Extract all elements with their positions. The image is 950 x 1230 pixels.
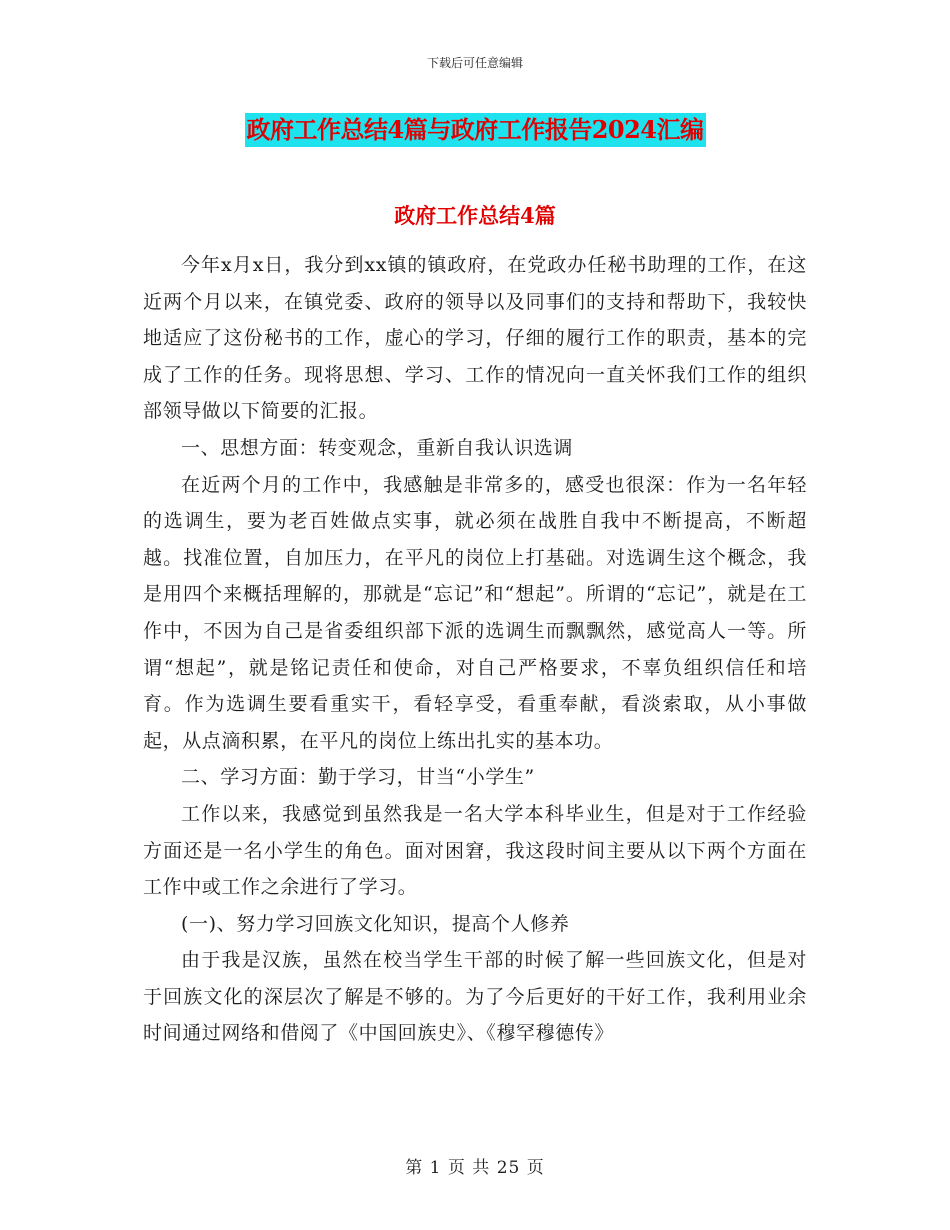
document-body xyxy=(143,247,807,1052)
document-title xyxy=(0,113,950,147)
paragraph: 今年x月x日，我分到xx镇的镇政府，在党政办任秘书助理的工作，在这近两个月以来，在镇党委、政府的领导以及同事们的支持和帮助下，我较快地适应了这份秘书的工作，虚心的学习，仔细的履行工作的职责，基本的完成了工作的任务。现将思想、学习、工作的情况向一直关怀我们工作的组织部领导做以下简要的汇报。 xyxy=(143,254,807,423)
paragraph: 工作以来，我感觉到虽然我是一名大学本科毕业生，但是对于工作经验方面还是一名小学生的角色。面对困窘，我这段时间主要从以下两个方面在工作中或工作之余进行了学习。 xyxy=(143,802,807,899)
paragraph-heading: 二、学习方面：勤于学习，甘当“小学生” xyxy=(181,766,535,789)
paragraph-heading: (一)、努力学习回族文化知识，提高个人修养 xyxy=(181,912,570,935)
paragraph: 在近两个月的工作中，我感触是非常多的，感受也很深：作为一名年轻的选调生，要为老百姓做点实事，就必须在战胜自我中不断提高，不断超越。找准位置，自加压力，在平凡的岗位上打基础。对选调生这个概念，我是用四个来概括理解的，那就是“忘记”和“想起”。所谓的“忘记”，就是在工作中，不因为自己是省委组织部下派的选调生而飘飘然，感觉高人一等。所谓“想起”，就是铭记责任和使命，对自己严格要求，不辜负组织信任和培育。作为选调生要看重实干，看轻享受，看重奉献，看淡索取，从小事做起，从点滴积累，在平凡的岗位上练出扎实的基本功。 xyxy=(143,473,807,752)
document-title-text: 政府工作总结4篇与政府工作报告2024汇编 xyxy=(245,113,706,147)
section-title: 政府工作总结4篇 xyxy=(394,203,556,228)
header-note: 下载后可任意编辑 xyxy=(426,56,523,70)
paragraph-heading: 一、思想方面：转变观念，重新自我认识选调 xyxy=(181,436,574,459)
paragraph: 由于我是汉族，虽然在校当学生干部的时候了解一些回族文化，但是对于回族文化的深层次了解是不够的。为了今后更好的干好工作，我利用业余时间通过网络和借阅了《中国回族史》、《穆罕穆德传》 xyxy=(143,949,807,1045)
page-number: 第 1 页 共 25 页 xyxy=(405,1158,545,1178)
